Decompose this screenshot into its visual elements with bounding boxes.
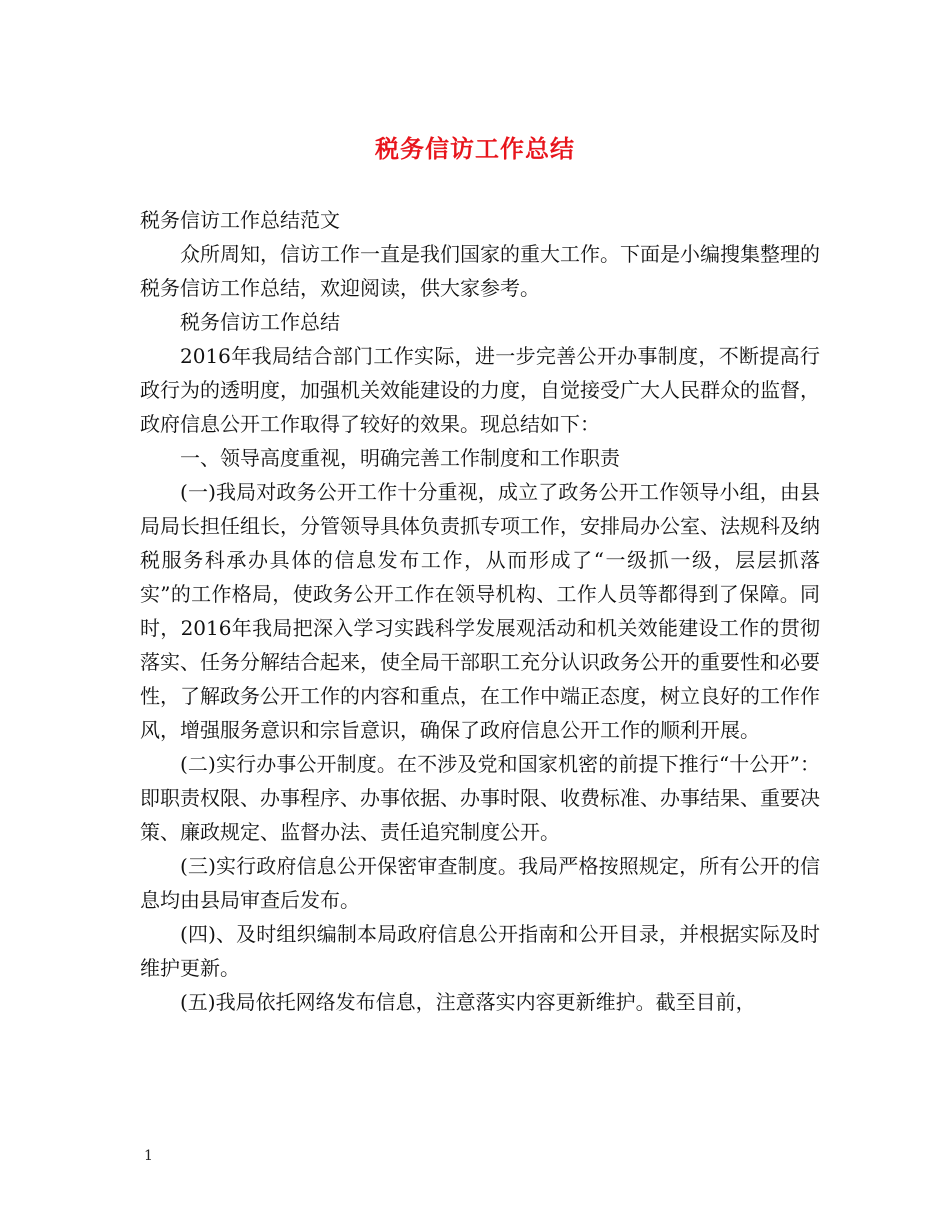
body-paragraph: 2016年我局结合部门工作实际，进一步完善公开办事制度，不断提高行政行为的透明度，加强机关效能建设的力度，自觉接受广大人民群众的监督，政府信息公开工作取得了较好的效果。现总结如下： (140, 344, 820, 436)
document-title: 税务信访工作总结 (375, 134, 575, 163)
body-paragraph: (二)实行办事公开制度。在不涉及党和国家机密的前提下推行“十公开”：即职责权限、办事程序、办事依据、办事时限、收费标准、办事结果、重要决策、廉政规定、监督办法、责任追究制度公开。 (140, 752, 820, 844)
intro-paragraph: 众所周知，信访工作一直是我们国家的重大工作。下面是小编搜集整理的税务信访工作总结，欢迎阅读，供大家参考。 (140, 242, 820, 300)
document-body (140, 203, 820, 1019)
section-heading: 税务信访工作总结 (180, 310, 340, 334)
body-paragraph: (四)、及时组织编制本局政府信息公开指南和公开目录，并根据实际及时维护更新。 (140, 922, 820, 980)
section-heading: 一、领导高度重视，明确完善工作制度和工作职责 (180, 446, 620, 470)
page-number: 1 (144, 1148, 153, 1164)
body-paragraph: (一)我局对政务公开工作十分重视，成立了政务公开工作领导小组，由县局局长担任组长，分管领导具体负责抓专项工作，安排局办公室、法规科及纳税服务科承办具体的信息发布工作，从而形成了“一级抓一级，层层抓落实”的工作格局，使政务公开工作在领导机构、工作人员等都得到了保障。同时，2016年我局把深入学习实践科学发展观活动和机关效能建设工作的贯彻落实、任务分解结合起来，使全局干部职工充分认识政务公开的重要性和必要性，了解政务公开工作的内容和重点，在工作中端正态度，树立良好的工作作风，增强服务意识和宗旨意识，确保了政府信息公开工作的顺利开展。 (140, 480, 820, 742)
subtitle-paragraph: 税务信访工作总结范文 (140, 208, 340, 232)
body-paragraph: (三)实行政府信息公开保密审查制度。我局严格按照规定，所有公开的信息均由县局审查后发布。 (140, 854, 820, 912)
body-paragraph: (五)我局依托网络发布信息，注意落实内容更新维护。截至目前， (180, 990, 756, 1014)
